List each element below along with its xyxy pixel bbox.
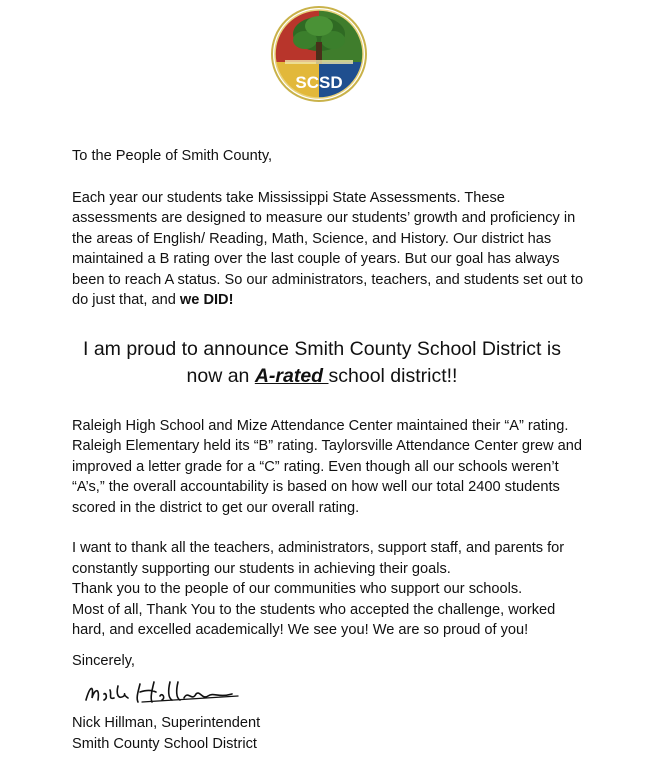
signer-district: Smith County School District <box>72 736 257 752</box>
thanks-line-3: Most of all, Thank You to the students who accepted the challenge, worked hard, and excelled academically! We see you! We are so proud of you! <box>72 601 556 638</box>
closing-salutation: Sincerely, <box>72 653 135 669</box>
paragraph-school-ratings: Raleigh High School and Mize Attendance Center maintained their “A” rating. Raleigh Elementary held its “B” rating. Taylorsville Attendance Center grew and improved a letter grade for a “C” rating. Even though all our schools weren’t “A’s,” the overall accountability is based on how well our total 2400 students scored in the district to get our overall rating. <box>72 417 582 516</box>
signer-name-title: Nick Hillman, Superintendent <box>72 715 261 731</box>
letter-body <box>72 146 592 681</box>
announcement-line-1: I am proud to announce Smith County School District is <box>83 337 561 360</box>
paragraph-thanks <box>72 538 592 641</box>
announcement-heading <box>72 336 572 390</box>
thanks-line-2: Thank you to the people of our communities who support our schools. <box>72 581 523 597</box>
logo-text: SCSD <box>295 73 343 92</box>
greeting: To the People of Smith County, <box>72 148 273 164</box>
a-rated-emphasis: A-rated <box>254 364 329 387</box>
we-did-emphasis: we DID! <box>179 292 234 308</box>
paragraph-assessments <box>72 188 592 311</box>
thanks-line-1: I want to thank all the teachers, administrators, support staff, and parents for constantly supporting our students in achieving their goals. <box>72 540 565 577</box>
paragraph-assessments-text: Each year our students take Mississippi State Assessments. These assessments are designed to measure our students’ growth and proficiency in the areas of English/ Reading, Math, Science, and History. Our district has maintained a B rating over the last couple of years. But our goal has always been to reach A status. So our administrators, teachers, and students set out to do just that, and <box>72 189 584 308</box>
signer-block <box>72 713 260 755</box>
handwritten-signature <box>82 676 242 710</box>
announcement-post: school district!! <box>328 364 458 387</box>
announcement-pre: now an <box>186 364 255 387</box>
scsd-logo <box>271 6 367 102</box>
